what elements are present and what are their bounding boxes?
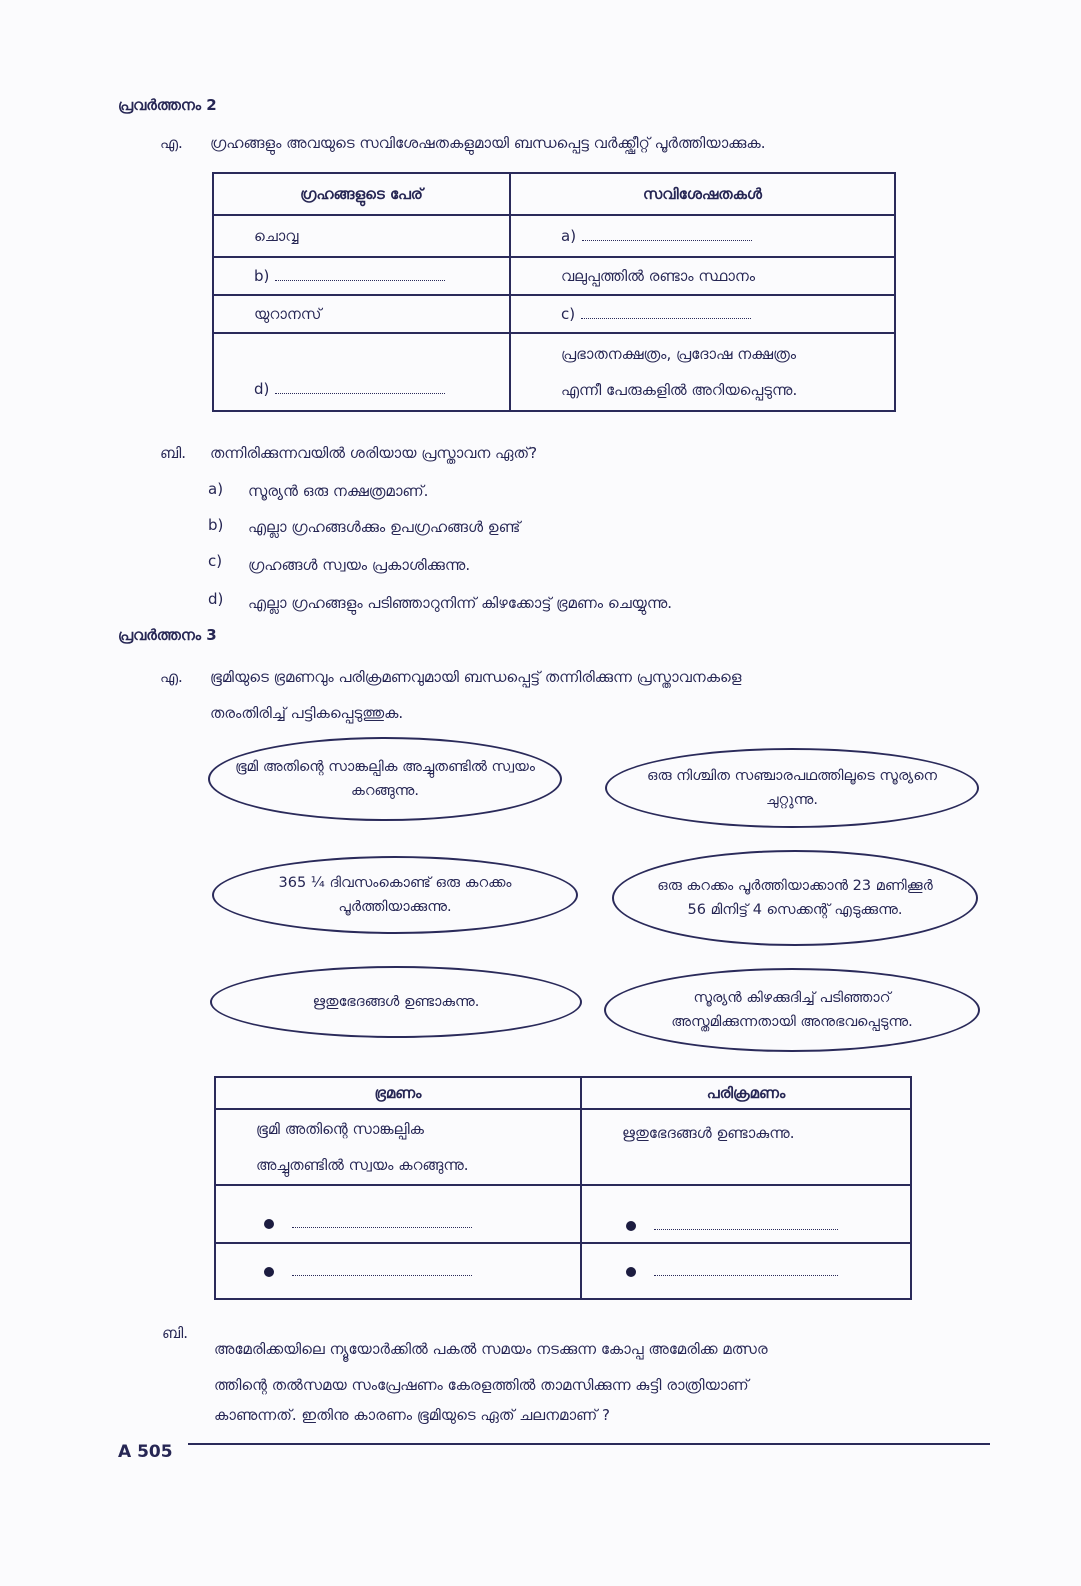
table-row: [213, 295, 895, 333]
revolution-answer-cell[interactable]: [581, 1243, 911, 1299]
bullet-icon: [264, 1267, 274, 1277]
answer-blank[interactable]: [654, 1263, 838, 1276]
answer-blank-a[interactable]: [582, 228, 752, 241]
table-row: [213, 215, 895, 257]
statement-oval[interactable]: ഋതുഭേദങ്ങൾ ഉണ്ടാകുന്നു.: [210, 966, 582, 1038]
table-row: [213, 257, 895, 295]
question-3b-line2: ത്തിന്റെ തൽസമയ സംപ്രേഷണം കേരളത്തിൽ താമസിക്കുന്ന കുട്ടി രാത്രിയാണ്: [214, 1376, 749, 1394]
bullet-icon: [626, 1267, 636, 1277]
rotation-revolution-table: [214, 1076, 912, 1300]
planets-table-header-features: സവിശേഷതകൾ: [510, 173, 895, 215]
option-b-text[interactable]: എല്ലാ ഗ്രഹങ്ങൾക്കും ഉപഗ്രഹങ്ങൾ ഉണ്ട്: [248, 518, 521, 536]
table-row: [213, 333, 895, 411]
question-2b-marker: ബി.: [160, 444, 187, 462]
option-a-text[interactable]: സൂര്യൻ ഒരു നക്ഷത്രമാണ്.: [248, 482, 429, 500]
rotation-example-line-2: അച്ചുതണ്ടിൽ സ്വയം കറങ്ങുന്നു.: [256, 1156, 469, 1174]
feature-line-2: എന്നീ പേരുകളിൽ അറിയപ്പെടുന്നു.: [561, 381, 798, 399]
option-c-label: c): [208, 552, 223, 570]
page-code: A 505: [118, 1442, 173, 1462]
statement-oval[interactable]: ഒരു കറക്കം പൂർത്തിയാക്കാൻ 23 മണിക്കൂർ 56 മിനിട്ട് 4 സെക്കന്റ് എടുക്കുന്നു.: [612, 850, 978, 946]
planet-name-cell: [213, 333, 510, 411]
revolution-answer-cell[interactable]: [581, 1185, 911, 1243]
question-3b-line3: കാണുന്നത്. ഇതിനു കാരണം ഭൂമിയുടെ ഏത് ചലനമാണ് ?: [214, 1406, 611, 1424]
table-row: [215, 1185, 911, 1243]
question-3b-marker: ബി.: [162, 1324, 189, 1342]
planet-feature-cell: വലുപ്പത്തിൽ രണ്ടാം സ്ഥാനം: [510, 257, 895, 295]
planet-name-cell: [213, 257, 510, 295]
rotation-example-line-1: ഭൂമി അതിന്റെ സാങ്കല്പിക: [256, 1120, 424, 1138]
question-3a-line2: തരംതിരിച്ച് പട്ടികപ്പെടുത്തുക.: [210, 704, 404, 722]
question-3b-line1: അമേരിക്കയിലെ ന്യൂയോർക്കിൽ പകൽ സമയം നടക്കുന്ന കോപ്പ അമേരിക്ക മത്സര: [214, 1340, 768, 1358]
planet-feature-cell: [510, 295, 895, 333]
answer-blank[interactable]: [292, 1215, 472, 1228]
bullet-icon: [626, 1221, 636, 1231]
planets-table: [212, 172, 896, 412]
activity-3-heading: പ്രവർത്തനം 3: [118, 626, 217, 644]
activity-2-heading: പ്രവർത്തനം 2: [118, 96, 217, 114]
option-d-label: d): [208, 590, 224, 608]
table-row: [215, 1243, 911, 1299]
revolution-header: പരിക്രമണം: [581, 1077, 911, 1109]
option-c-text[interactable]: ഗ്രഹങ്ങൾ സ്വയം പ്രകാശിക്കുന്നു.: [248, 556, 471, 574]
statement-oval[interactable]: ഭൂമി അതിന്റെ സാങ്കല്പിക അച്ചുതണ്ടിൽ സ്വയം കറങ്ങുന്നു.: [208, 737, 562, 821]
feature-line-1: പ്രഭാതനക്ഷത്രം, പ്രദോഷ നക്ഷത്രം: [561, 345, 797, 363]
option-a-label: a): [208, 480, 224, 498]
rotation-answer-cell[interactable]: [215, 1185, 581, 1243]
blank-label: d): [254, 380, 270, 398]
answer-blank-d[interactable]: [275, 381, 445, 394]
blank-label: b): [254, 267, 270, 285]
answer-blank[interactable]: [654, 1217, 838, 1230]
planet-feature-cell: [510, 333, 895, 411]
planets-table-header-name: ഗ്രഹങ്ങളുടെ പേര്: [213, 173, 510, 215]
rotation-example-cell: [215, 1109, 581, 1185]
rotation-answer-cell[interactable]: [215, 1243, 581, 1299]
blank-label: a): [561, 227, 577, 245]
bullet-icon: [264, 1219, 274, 1229]
option-b-label: b): [208, 516, 224, 534]
blank-label: c): [561, 305, 576, 323]
option-d-text[interactable]: എല്ലാ ഗ്രഹങ്ങളും പടിഞ്ഞാറുനിന്ന് കിഴക്കോട്ട് ഭ്രമണം ചെയ്യുന്നു.: [248, 594, 673, 612]
table-row: [215, 1109, 911, 1185]
answer-blank-b[interactable]: [275, 268, 445, 281]
rotation-header: ഭ്രമണം: [215, 1077, 581, 1109]
answer-blank[interactable]: [292, 1263, 472, 1276]
statement-oval[interactable]: 365 ¼ ദിവസംകൊണ്ട് ഒരു കറക്കം പൂർത്തിയാക്കുന്നു.: [212, 856, 578, 934]
revolution-example-cell: ഋതുഭേദങ്ങൾ ഉണ്ടാകുന്നു.: [581, 1109, 911, 1185]
question-2a-text: ഗ്രഹങ്ങളും അവയുടെ സവിശേഷതകളുമായി ബന്ധപ്പെട്ട വർക്ക്ഷീറ്റ് പൂർത്തിയാക്കുക.: [210, 134, 766, 152]
statement-oval[interactable]: സൂര്യൻ കിഴക്കുദിച്ച് പടിഞ്ഞാറ് അസ്തമിക്കുന്നതായി അനുഭവപ്പെടുന്നു.: [604, 968, 980, 1052]
question-2a-marker: എ.: [160, 134, 183, 152]
question-3a-marker: എ.: [160, 668, 183, 686]
planet-name-cell: യുറാനസ്: [213, 295, 510, 333]
statement-oval[interactable]: ഒരു നിശ്ചിത സഞ്ചാരപഥത്തിലൂടെ സൂര്യനെ ചുറ്റുന്നു.: [605, 748, 979, 828]
question-3a-line1: ഭൂമിയുടെ ഭ്രമണവും പരിക്രമണവുമായി ബന്ധപ്പെട്ട് തന്നിരിക്കുന്ന പ്രസ്താവനകളെ: [210, 668, 742, 686]
question-2b-text: തന്നിരിക്കുന്നവയിൽ ശരിയായ പ്രസ്താവന ഏത്?: [210, 444, 538, 462]
planet-name-cell: ചൊവ്വ: [213, 215, 510, 257]
answer-blank-c[interactable]: [581, 306, 751, 319]
footer-rule: [188, 1443, 990, 1445]
planet-feature-cell: [510, 215, 895, 257]
